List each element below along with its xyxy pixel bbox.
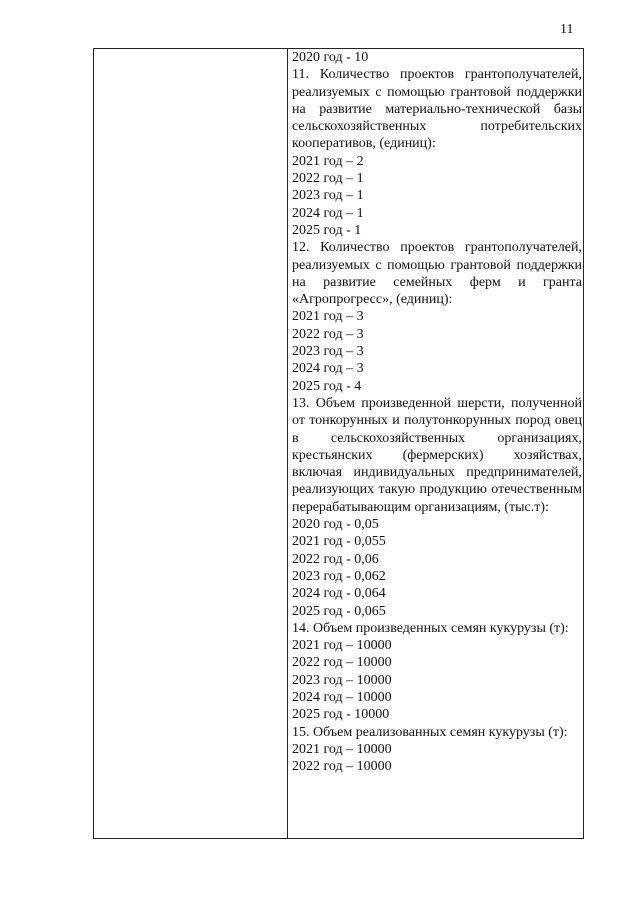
item-15-value: 2022 год – 10000 xyxy=(292,759,392,775)
item-11-value: 2024 год – 1 xyxy=(292,205,364,221)
item-13 xyxy=(292,395,582,620)
item-11 xyxy=(292,66,582,239)
item-13-value: 2021 год - 0,055 xyxy=(292,534,386,550)
item-14-title: 14. Объем произведенных семян кукурузы (т): xyxy=(292,620,569,636)
item-12-value: 2022 год – 3 xyxy=(292,326,364,342)
item-12-value: 2023 год – 3 xyxy=(292,344,364,360)
item-12-title: 12. Количество проектов грантополучателей, реализуемых с помощью грантовой поддержки на развитие семейных ферм и гранта «Агропрогресс», (единиц): xyxy=(292,240,582,308)
item-15 xyxy=(292,724,582,776)
item-13-value: 2024 год - 0,064 xyxy=(292,586,386,602)
table-left-cell xyxy=(94,49,288,838)
page-number: 11 xyxy=(560,22,574,37)
item-14 xyxy=(292,620,582,724)
item-12-value: 2025 год - 4 xyxy=(292,378,362,394)
item-13-value: 2020 год - 0,05 xyxy=(292,517,379,533)
item-11-value: 2023 год – 1 xyxy=(292,188,364,204)
item-14-value: 2023 год – 10000 xyxy=(292,672,392,688)
item-11-value: 2021 год – 2 xyxy=(292,153,364,169)
item-13-title: 13. Объем произведенной шерсти, полученной от тонкорунных и полутонкорунных пород овец в сельскохозяйственных организациях, крестьянских (фермерских) хозяйствах, включая индивидуальных предпринимателей, реализующих такую продукцию отечественным перерабатывающим организациям, (тыс.т): xyxy=(292,395,582,515)
item-15-title: 15. Объем реализованных семян кукурузы (т): xyxy=(292,724,568,740)
item-11-title: 11. Количество проектов грантополучателей, реализуемых с помощью грантовой поддержки на развитие материально-технической базы сельскохозяйственных потребительских кооперативов, (единиц): xyxy=(292,67,582,152)
document-table xyxy=(93,48,584,839)
item-14-value: 2022 год – 10000 xyxy=(292,655,392,671)
item-15-value: 2021 год – 10000 xyxy=(292,741,392,757)
item-12 xyxy=(292,239,582,395)
item-14-value: 2025 год - 10000 xyxy=(292,707,390,723)
item-11-value: 2022 год – 1 xyxy=(292,171,364,187)
item-11-value: 2025 год - 1 xyxy=(292,222,362,238)
item-14-value: 2024 год – 10000 xyxy=(292,689,392,705)
item-13-value: 2023 год - 0,062 xyxy=(292,568,386,584)
item-10-tail: 2020 год - 10 xyxy=(292,50,369,65)
item-13-value: 2022 год - 0,06 xyxy=(292,551,379,567)
item-14-value: 2021 год – 10000 xyxy=(292,638,392,654)
item-12-value: 2021 год – 3 xyxy=(292,309,364,325)
item-12-value: 2024 год – 3 xyxy=(292,361,364,377)
table-right-cell xyxy=(288,49,584,838)
item-13-value: 2025 год - 0,065 xyxy=(292,603,386,619)
